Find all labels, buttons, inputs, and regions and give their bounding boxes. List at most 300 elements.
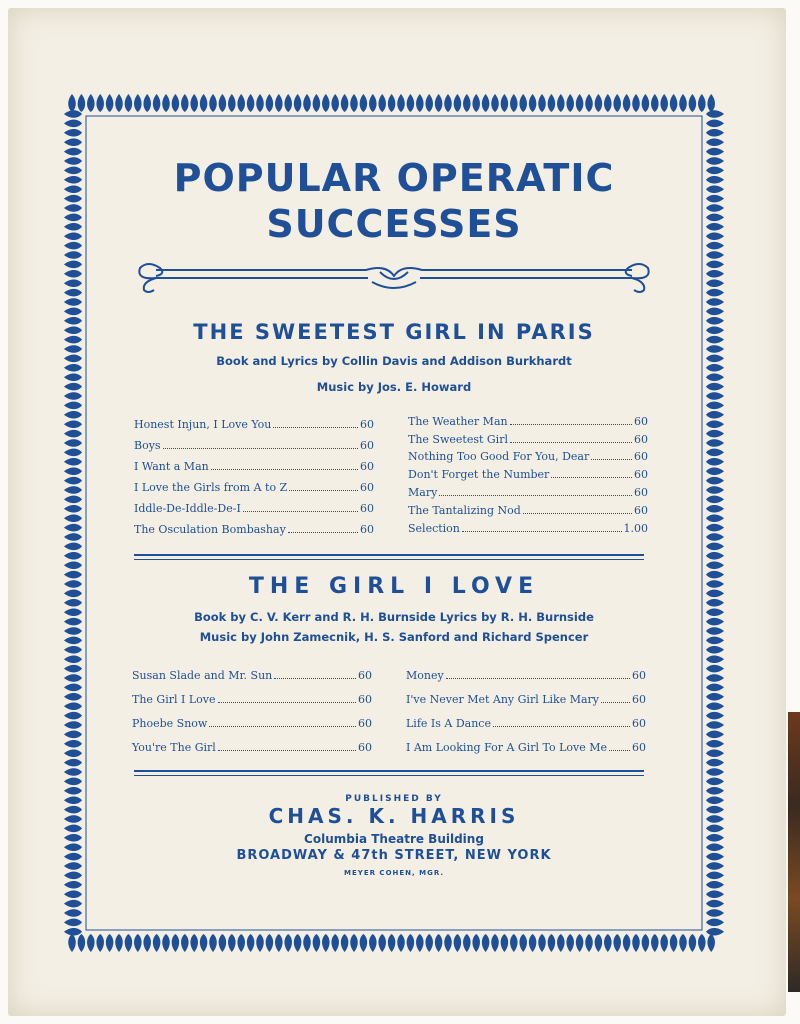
show2-song-list-right (406, 658, 646, 754)
song-price: 60 (634, 414, 648, 428)
border-ornament (706, 505, 724, 513)
border-ornament (64, 270, 82, 278)
border-ornament (219, 94, 227, 112)
border-ornament (689, 934, 697, 952)
border-ornament (64, 148, 82, 156)
border-ornament (64, 430, 82, 438)
border-ornament (651, 94, 659, 112)
song-title: Honest Injun, I Love You (134, 418, 272, 431)
song-row (408, 499, 648, 517)
border-ornament (64, 411, 82, 419)
border-ornament (200, 94, 208, 112)
border-ornament (228, 934, 236, 952)
border-ornament (256, 934, 264, 952)
show2-credit-music: Music by John Zamecnik, H. S. Sanford and Richard Spencer (199, 630, 589, 644)
border-ornament (538, 94, 546, 112)
border-ornament (706, 900, 724, 908)
border-ornament (706, 646, 724, 654)
border-ornament (706, 148, 724, 156)
border-ornament (64, 928, 82, 936)
border-ornament (303, 94, 311, 112)
border-ornament (284, 94, 292, 112)
song-title: Boys (134, 439, 161, 452)
border-ornament (64, 768, 82, 776)
border-ornament (64, 289, 82, 297)
border-ornament (87, 94, 95, 112)
border-ornament (623, 94, 631, 112)
border-ornament (706, 449, 724, 457)
border-ornament (397, 94, 405, 112)
border-ornament (64, 759, 82, 767)
publisher-building: Columbia Theatre Building (304, 832, 484, 846)
border-ornament (425, 94, 433, 112)
song-price: 60 (632, 693, 646, 706)
border-ornament (706, 759, 724, 767)
border-ornament (64, 251, 82, 259)
border-ornament (566, 934, 574, 952)
border-ornament (660, 94, 668, 112)
border-ornament (313, 94, 321, 112)
main-title-line1: POPULAR OPERATIC (173, 156, 615, 200)
published-by-label: PUBLISHED BY (345, 794, 443, 804)
border-ornament (407, 94, 415, 112)
border-ornament (706, 308, 724, 316)
border-ornament (706, 496, 724, 504)
border-ornament (64, 712, 82, 720)
border-ornament (68, 94, 76, 112)
border-ornament (706, 420, 724, 428)
border-ornament (275, 94, 283, 112)
border-ornament (651, 934, 659, 952)
song-price: 60 (360, 460, 374, 473)
border-ornament (707, 94, 715, 112)
border-ornament (706, 298, 724, 306)
song-price: 60 (358, 693, 372, 706)
section-divider (134, 554, 644, 560)
border-ornament (64, 496, 82, 504)
border-ornament (613, 934, 621, 952)
song-row (132, 730, 372, 754)
song-row (134, 452, 374, 473)
border-ornament (331, 94, 339, 112)
song-price: 60 (634, 432, 648, 446)
border-ornament (64, 486, 82, 494)
border-ornament (444, 94, 452, 112)
border-ornament (706, 731, 724, 739)
border-ornament (698, 94, 706, 112)
border-ornament (247, 94, 255, 112)
border-ornament (706, 909, 724, 917)
song-title: Susan Slade and Mr. Sun (132, 669, 273, 682)
song-price: 60 (634, 503, 648, 517)
publisher-manager: MEYER COHEN, MGR. (344, 869, 444, 877)
song-title: Life Is A Dance (406, 717, 491, 730)
song-row (408, 446, 648, 464)
border-ornament (64, 120, 82, 128)
song-price: 60 (360, 502, 374, 515)
border-ornament (369, 934, 377, 952)
border-ornament (689, 94, 697, 112)
border-ornament (501, 94, 509, 112)
border-ornament (529, 94, 537, 112)
border-ornament (106, 94, 114, 112)
border-ornament (350, 934, 358, 952)
border-ornament (378, 94, 386, 112)
page-edge-stain (788, 712, 800, 992)
dot-leader (523, 513, 632, 514)
border-ornament (706, 928, 724, 936)
border-ornament (706, 721, 724, 729)
border-ornament (143, 934, 151, 952)
border-ornament (172, 934, 180, 952)
dot-leader (462, 531, 622, 532)
border-ornament (482, 94, 490, 112)
border-ornament (604, 94, 612, 112)
song-row (132, 658, 372, 682)
song-title: The Weather Man (408, 414, 508, 428)
border-ornament (162, 94, 170, 112)
song-price: 1.00 (623, 521, 648, 535)
border-ornament (706, 655, 724, 663)
song-title: Money (406, 669, 444, 682)
border-ornament (706, 439, 724, 447)
song-row (406, 658, 646, 682)
border-ornament (294, 934, 302, 952)
border-ornament (416, 94, 424, 112)
border-ornament (228, 94, 236, 112)
song-title: Don't Forget the Number (408, 468, 550, 482)
border-ornament (64, 778, 82, 786)
border-ornament (706, 702, 724, 710)
border-ornament (454, 94, 462, 112)
song-row (406, 682, 646, 706)
border-ornament (64, 477, 82, 485)
border-ornament (670, 94, 678, 112)
song-price: 60 (360, 439, 374, 452)
border-ornament (472, 94, 480, 112)
section-divider-bottom (134, 770, 644, 776)
song-title: I've Never Met Any Girl Like Mary (406, 693, 599, 706)
song-title: I Love the Girls from A to Z (134, 481, 288, 494)
border-ornament (64, 505, 82, 513)
border-ornament (237, 934, 245, 952)
border-ornament (632, 934, 640, 952)
border-ornament (706, 289, 724, 297)
border-ornament (529, 934, 537, 952)
border-ornament (706, 890, 724, 898)
show1-title: THE SWEETEST GIRL IN PARIS (193, 320, 595, 344)
border-ornament (698, 934, 706, 952)
dot-leader (163, 448, 358, 449)
song-title: The Osculation Bombashay (134, 523, 286, 536)
border-ornament (64, 467, 82, 475)
border-ornament (322, 934, 330, 952)
border-ornament (64, 449, 82, 457)
border-ornament (64, 674, 82, 682)
border-ornament (369, 94, 377, 112)
border-ornament (64, 665, 82, 673)
border-ornament (275, 934, 283, 952)
border-ornament (707, 934, 715, 952)
border-ornament (706, 411, 724, 419)
border-ornament (706, 712, 724, 720)
border-ornament (341, 934, 349, 952)
border-ornament (706, 251, 724, 259)
border-ornament (482, 934, 490, 952)
dot-leader (209, 726, 356, 727)
decorative-frame (64, 94, 724, 952)
border-ornament (64, 702, 82, 710)
border-ornament (322, 94, 330, 112)
border-ornament (706, 402, 724, 410)
border-ornament (294, 94, 302, 112)
dot-leader (510, 424, 632, 425)
border-ornament (134, 94, 142, 112)
song-title: I Want a Man (134, 460, 209, 473)
border-ornament (143, 94, 151, 112)
border-ornament (87, 934, 95, 952)
song-price: 60 (360, 418, 374, 431)
song-price: 60 (634, 468, 648, 482)
song-row (132, 706, 372, 730)
song-price: 60 (360, 481, 374, 494)
song-title: Nothing Too Good For You, Dear (408, 450, 590, 464)
border-ornament (397, 934, 405, 952)
border-ornament (706, 881, 724, 889)
border-ornament (510, 934, 518, 952)
border-ornament (64, 900, 82, 908)
border-ornament (378, 934, 386, 952)
border-ornament (519, 934, 527, 952)
border-ornament (64, 420, 82, 428)
border-ornament (435, 94, 443, 112)
border-ornament (303, 934, 311, 952)
border-ornament (96, 94, 104, 112)
border-ornament (706, 684, 724, 692)
dot-leader (591, 459, 632, 460)
border-ornament (706, 543, 724, 551)
border-ornament (360, 934, 368, 952)
border-ornament (706, 120, 724, 128)
border-ornament (679, 94, 687, 112)
show1-song-list-left (134, 410, 374, 536)
border-ornament (209, 94, 217, 112)
border-ornament (209, 934, 217, 952)
song-price: 60 (358, 669, 372, 682)
border-ornament (632, 94, 640, 112)
border-ornament (341, 94, 349, 112)
song-row (134, 515, 374, 536)
border-ornament (64, 731, 82, 739)
show1-credit-book: Book and Lyrics by Collin Davis and Addison Burkhardt (216, 354, 572, 368)
song-title: Iddle-De-Iddle-De-I (134, 502, 241, 515)
dot-leader (439, 495, 632, 496)
border-ornament (64, 138, 82, 146)
border-ornament (613, 94, 621, 112)
border-ornament (115, 934, 123, 952)
publisher-address: BROADWAY & 47th STREET, NEW YORK (236, 848, 552, 863)
border-ornament (190, 934, 198, 952)
border-ornament (115, 94, 123, 112)
border-ornament (64, 561, 82, 569)
border-ornament (64, 514, 82, 522)
border-ornament (64, 129, 82, 137)
border-ornament (125, 934, 132, 952)
sheet-music-page (8, 8, 786, 1016)
dot-leader (274, 678, 356, 679)
border-ornament (64, 524, 82, 532)
song-row (408, 410, 648, 428)
dot-leader (273, 427, 358, 428)
song-row (132, 682, 372, 706)
border-ornament (64, 693, 82, 701)
song-title: Phoebe Snow (132, 717, 208, 730)
song-title: Mary (408, 485, 438, 499)
border-ornament (642, 934, 650, 952)
border-ornament (660, 934, 668, 952)
border-ornament (219, 934, 227, 952)
border-ornament (64, 308, 82, 316)
border-ornament (68, 934, 76, 952)
border-ornament (64, 890, 82, 898)
border-ornament (454, 934, 462, 952)
border-ornament (78, 934, 86, 952)
border-ornament (706, 740, 724, 748)
song-price: 60 (632, 741, 646, 754)
border-ornament (501, 934, 509, 952)
border-ornament (284, 934, 292, 952)
border-ornament (64, 599, 82, 607)
dot-leader (446, 678, 630, 679)
border-ornament (331, 934, 339, 952)
show2-credit-book-lyrics: Book by C. V. Kerr and R. H. Burnside Lyrics by R. H. Burnside (194, 610, 594, 624)
song-title: Selection (408, 521, 460, 535)
border-ornament (706, 458, 724, 466)
border-ornament (64, 749, 82, 757)
border-ornament (153, 934, 161, 952)
border-ornament (64, 458, 82, 466)
border-ornament (266, 934, 274, 952)
border-ornament (706, 749, 724, 757)
border-ornament (510, 94, 518, 112)
border-ornament (64, 261, 82, 269)
border-ornament (407, 934, 415, 952)
show1-song-list-right (408, 410, 648, 535)
border-ornament (557, 94, 565, 112)
border-ornament (706, 477, 724, 485)
border-ornament (595, 94, 603, 112)
border-ornament (706, 919, 724, 927)
border-ornament (491, 94, 499, 112)
border-ornament (388, 934, 396, 952)
border-ornament (64, 909, 82, 917)
border-ornament (64, 655, 82, 663)
border-ornament (491, 934, 499, 952)
border-ornament (237, 94, 245, 112)
border-ornament (604, 934, 612, 952)
border-ornament (162, 934, 170, 952)
border-ornament (576, 94, 584, 112)
dot-leader (243, 511, 358, 512)
border-ornament (585, 934, 593, 952)
border-ornament (706, 279, 724, 287)
border-ornament (595, 934, 603, 952)
song-row (134, 410, 374, 431)
dot-leader (510, 442, 632, 443)
song-row (408, 517, 648, 535)
song-price: 60 (634, 485, 648, 499)
border-ornament (642, 94, 650, 112)
border-ornament (350, 94, 358, 112)
border-ornament (706, 467, 724, 475)
song-title: The Girl I Love (132, 693, 216, 706)
song-title: The Tantalizing Nod (408, 503, 521, 517)
border-ornament (190, 94, 198, 112)
border-ornament (360, 94, 368, 112)
song-price: 60 (632, 717, 646, 730)
border-ornament (706, 693, 724, 701)
border-ornament (125, 94, 132, 112)
border-ornament (706, 345, 724, 353)
border-ornament (463, 94, 471, 112)
border-ornament (134, 934, 142, 952)
border-ornament (472, 934, 480, 952)
border-ornament (64, 552, 82, 560)
border-ornament (557, 934, 565, 952)
border-ornament (706, 524, 724, 532)
border-ornament (519, 94, 527, 112)
border-ornament (706, 261, 724, 269)
border-ornament (548, 934, 556, 952)
border-ornament (585, 94, 593, 112)
song-row (134, 473, 374, 494)
border-ornament (623, 934, 631, 952)
border-ornament (64, 684, 82, 692)
border-ornament (64, 279, 82, 287)
dot-leader (288, 532, 358, 533)
song-row (406, 706, 646, 730)
border-ornament (313, 934, 321, 952)
main-title-line2: SUCCESSES (266, 202, 522, 246)
border-ornament (64, 345, 82, 353)
border-ornament (266, 94, 274, 112)
border-ornament (181, 934, 189, 952)
border-ornament (706, 138, 724, 146)
border-ornament (706, 533, 724, 541)
dot-leader (289, 490, 358, 491)
song-title: The Sweetest Girl (408, 432, 508, 446)
song-price: 60 (360, 523, 374, 536)
song-row (408, 463, 648, 481)
border-ornament (706, 129, 724, 137)
ornamental-scroll (136, 260, 652, 296)
border-ornament (706, 430, 724, 438)
dot-leader (218, 702, 357, 703)
dot-leader (551, 477, 632, 478)
border-ornament (64, 439, 82, 447)
song-row (134, 494, 374, 515)
show1-credit-music: Music by Jos. E. Howard (316, 380, 472, 394)
border-ornament (247, 934, 255, 952)
border-ornament (96, 934, 104, 952)
border-ornament (64, 298, 82, 306)
border-ornament (679, 934, 687, 952)
border-ornament (444, 934, 452, 952)
song-row (408, 428, 648, 446)
border-ornament (706, 514, 724, 522)
dot-leader (609, 750, 630, 751)
border-ornament (64, 402, 82, 410)
